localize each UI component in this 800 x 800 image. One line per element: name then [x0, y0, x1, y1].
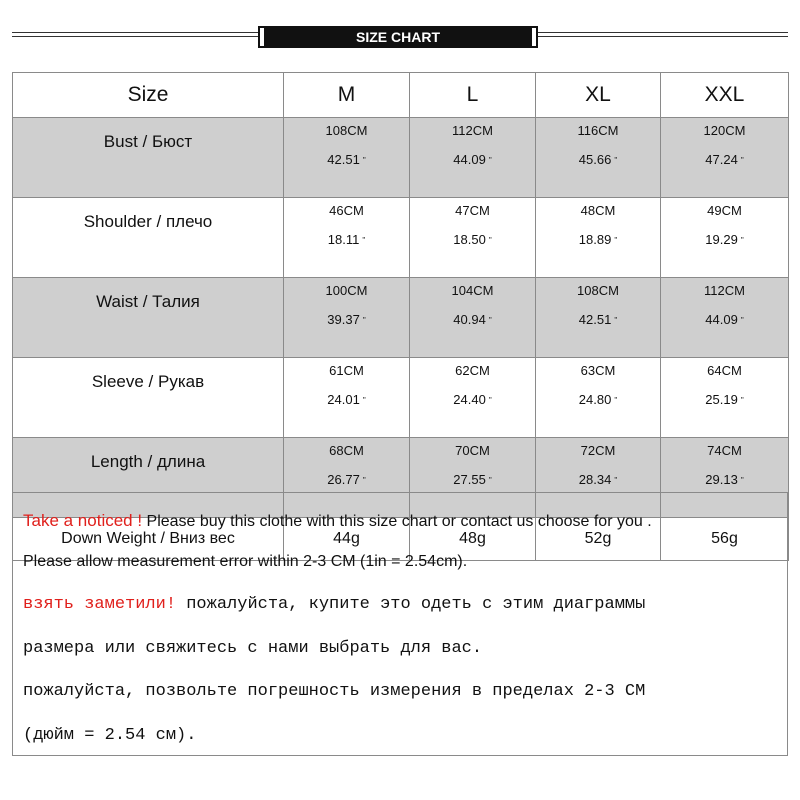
table-cell — [410, 118, 536, 198]
inch-mark: " — [488, 236, 492, 246]
inch-cell — [410, 218, 535, 247]
ru-error-line-1: пожалуйста, позвольте погрешность измерения в пределах 2-3 СМ — [23, 682, 646, 701]
notice-line — [23, 511, 652, 531]
inch-cell — [536, 378, 660, 407]
column-header-size: Size — [13, 73, 284, 118]
cm-value: 64CM — [707, 363, 742, 378]
inch-mark: " — [614, 396, 618, 406]
inch-mark: " — [614, 316, 618, 326]
inch-cell — [661, 298, 788, 327]
inch-value: 18.89 — [578, 232, 612, 247]
inch-cell — [536, 138, 660, 167]
table-cell — [661, 118, 789, 198]
inch-mark: " — [740, 396, 744, 406]
table-cell — [536, 358, 661, 438]
table-cell — [661, 198, 789, 278]
cm-value: 74CM — [707, 443, 742, 458]
inch-value: 47.24 — [705, 152, 738, 167]
table-cell — [284, 198, 410, 278]
inch-value: 40.94 — [453, 312, 486, 327]
row-label-waist: Waist / Талия — [13, 278, 284, 358]
inch-mark: " — [740, 476, 744, 486]
table-row — [13, 198, 789, 278]
inch-cell — [410, 298, 535, 327]
inch-cell — [661, 458, 788, 487]
cm-value: 68CM — [329, 443, 364, 458]
inch-cell — [284, 298, 409, 327]
inch-mark: " — [740, 316, 744, 326]
ru-error-line-2: (дюйм = 2.54 см). — [23, 726, 197, 745]
inch-value: 29.13 — [705, 472, 738, 487]
inch-cell — [410, 378, 535, 407]
inch-value: 27.55 — [453, 472, 486, 487]
size-table — [12, 72, 789, 561]
notice-text: Please buy this clothe with this size chart or contact us choose for you . — [142, 513, 652, 530]
table-cell — [661, 278, 789, 358]
row-label-down-weight: Down Weight / Вниз вес — [13, 518, 284, 561]
inch-cell — [284, 218, 409, 247]
inch-value: 45.66 — [578, 152, 612, 167]
weight-value: 48g — [410, 518, 536, 561]
inch-value: 39.37 — [327, 312, 360, 327]
column-header-m: M — [284, 73, 410, 118]
cm-value: 112CM — [452, 123, 493, 138]
table-header-row — [13, 73, 789, 118]
table-cell — [661, 358, 789, 438]
page-title: SIZE CHART — [264, 28, 532, 46]
inch-value: 42.51 — [327, 152, 360, 167]
cm-value: 72CM — [580, 443, 616, 458]
column-header-xxl: XXL — [661, 73, 789, 118]
cm-value: 112CM — [704, 283, 745, 298]
inch-value: 28.34 — [578, 472, 612, 487]
inch-cell — [410, 138, 535, 167]
inch-cell — [536, 458, 660, 487]
cm-value: 63CM — [580, 363, 616, 378]
table-row — [13, 118, 789, 198]
inch-mark: " — [488, 476, 492, 486]
cm-value: 116CM — [577, 123, 619, 138]
inch-mark: " — [614, 156, 618, 166]
table-cell — [284, 358, 410, 438]
table-row — [13, 278, 789, 358]
cm-value: 104CM — [451, 283, 494, 298]
table-row — [13, 358, 789, 438]
cm-value: 108CM — [325, 123, 368, 138]
inch-value: 18.11 — [327, 232, 360, 247]
inch-cell — [661, 218, 788, 247]
inch-mark: " — [362, 236, 366, 246]
cm-value: 47CM — [455, 203, 490, 218]
inch-value: 24.01 — [327, 392, 360, 407]
table-cell — [410, 278, 536, 358]
cm-value: 61CM — [329, 363, 364, 378]
ru-notice-line-2: размера или свяжитесь с нами выбрать для вас. — [23, 639, 483, 658]
notes-box — [12, 492, 788, 756]
inch-mark: " — [362, 476, 366, 486]
table-cell — [284, 278, 410, 358]
inch-value: 24.80 — [578, 392, 612, 407]
table-cell — [410, 198, 536, 278]
column-header-xl: XL — [536, 73, 661, 118]
inch-cell — [284, 138, 409, 167]
cm-value: 100CM — [325, 283, 368, 298]
weight-value: 52g — [536, 518, 661, 561]
cm-value: 46CM — [329, 203, 364, 218]
inch-mark: " — [488, 316, 492, 326]
table-cell — [536, 278, 661, 358]
cm-value: 49CM — [707, 203, 742, 218]
ru-notice-text: пожалуйста, купите это одеть с этим диаграммы — [176, 595, 646, 614]
inch-mark: " — [362, 156, 366, 166]
inch-mark: " — [362, 396, 366, 406]
inch-value: 44.09 — [705, 312, 738, 327]
inch-mark: " — [740, 236, 744, 246]
weight-value: 44g — [284, 518, 410, 561]
table-cell — [284, 118, 410, 198]
inch-cell — [661, 378, 788, 407]
notice-heading: Take a noticed ! — [23, 511, 143, 530]
inch-value: 25.19 — [705, 392, 738, 407]
inch-mark: " — [362, 316, 366, 326]
inch-mark: " — [614, 476, 618, 486]
inch-cell — [536, 218, 660, 247]
ru-notice-heading: взять заметили! — [23, 595, 177, 614]
cm-value: 120CM — [703, 123, 746, 138]
ru-notice-line — [23, 595, 645, 614]
inch-mark: " — [488, 156, 492, 166]
column-header-l: L — [410, 73, 536, 118]
inch-mark: " — [614, 236, 618, 246]
table-cell — [536, 118, 661, 198]
row-label-shoulder: Shoulder / плечо — [13, 198, 284, 278]
inch-cell — [284, 378, 409, 407]
table-cell — [536, 198, 661, 278]
cm-value: 70CM — [455, 443, 490, 458]
inch-mark: " — [488, 396, 492, 406]
inch-cell — [410, 458, 535, 487]
row-label-bust: Bust / Бюст — [13, 118, 284, 198]
inch-value: 18.50 — [453, 232, 486, 247]
cm-value: 108CM — [577, 283, 619, 298]
inch-cell — [536, 298, 660, 327]
row-label-length: Length / длина — [13, 438, 284, 518]
inch-value: 42.51 — [578, 312, 612, 327]
table-cell — [410, 358, 536, 438]
error-note: Please allow measurement error within 2-3 CM (1in = 2.54cm). — [23, 553, 468, 570]
row-label-sleeve: Sleeve / Рукав — [13, 358, 284, 438]
inch-value: 44.09 — [453, 152, 486, 167]
inch-value: 19.29 — [705, 232, 738, 247]
inch-value: 24.40 — [453, 392, 486, 407]
cm-value: 62CM — [455, 363, 490, 378]
inch-mark: " — [740, 156, 744, 166]
cm-value: 48CM — [580, 203, 616, 218]
inch-cell — [661, 138, 788, 167]
inch-value: 26.77 — [327, 472, 360, 487]
inch-cell — [284, 458, 409, 487]
weight-value: 56g — [661, 518, 789, 561]
